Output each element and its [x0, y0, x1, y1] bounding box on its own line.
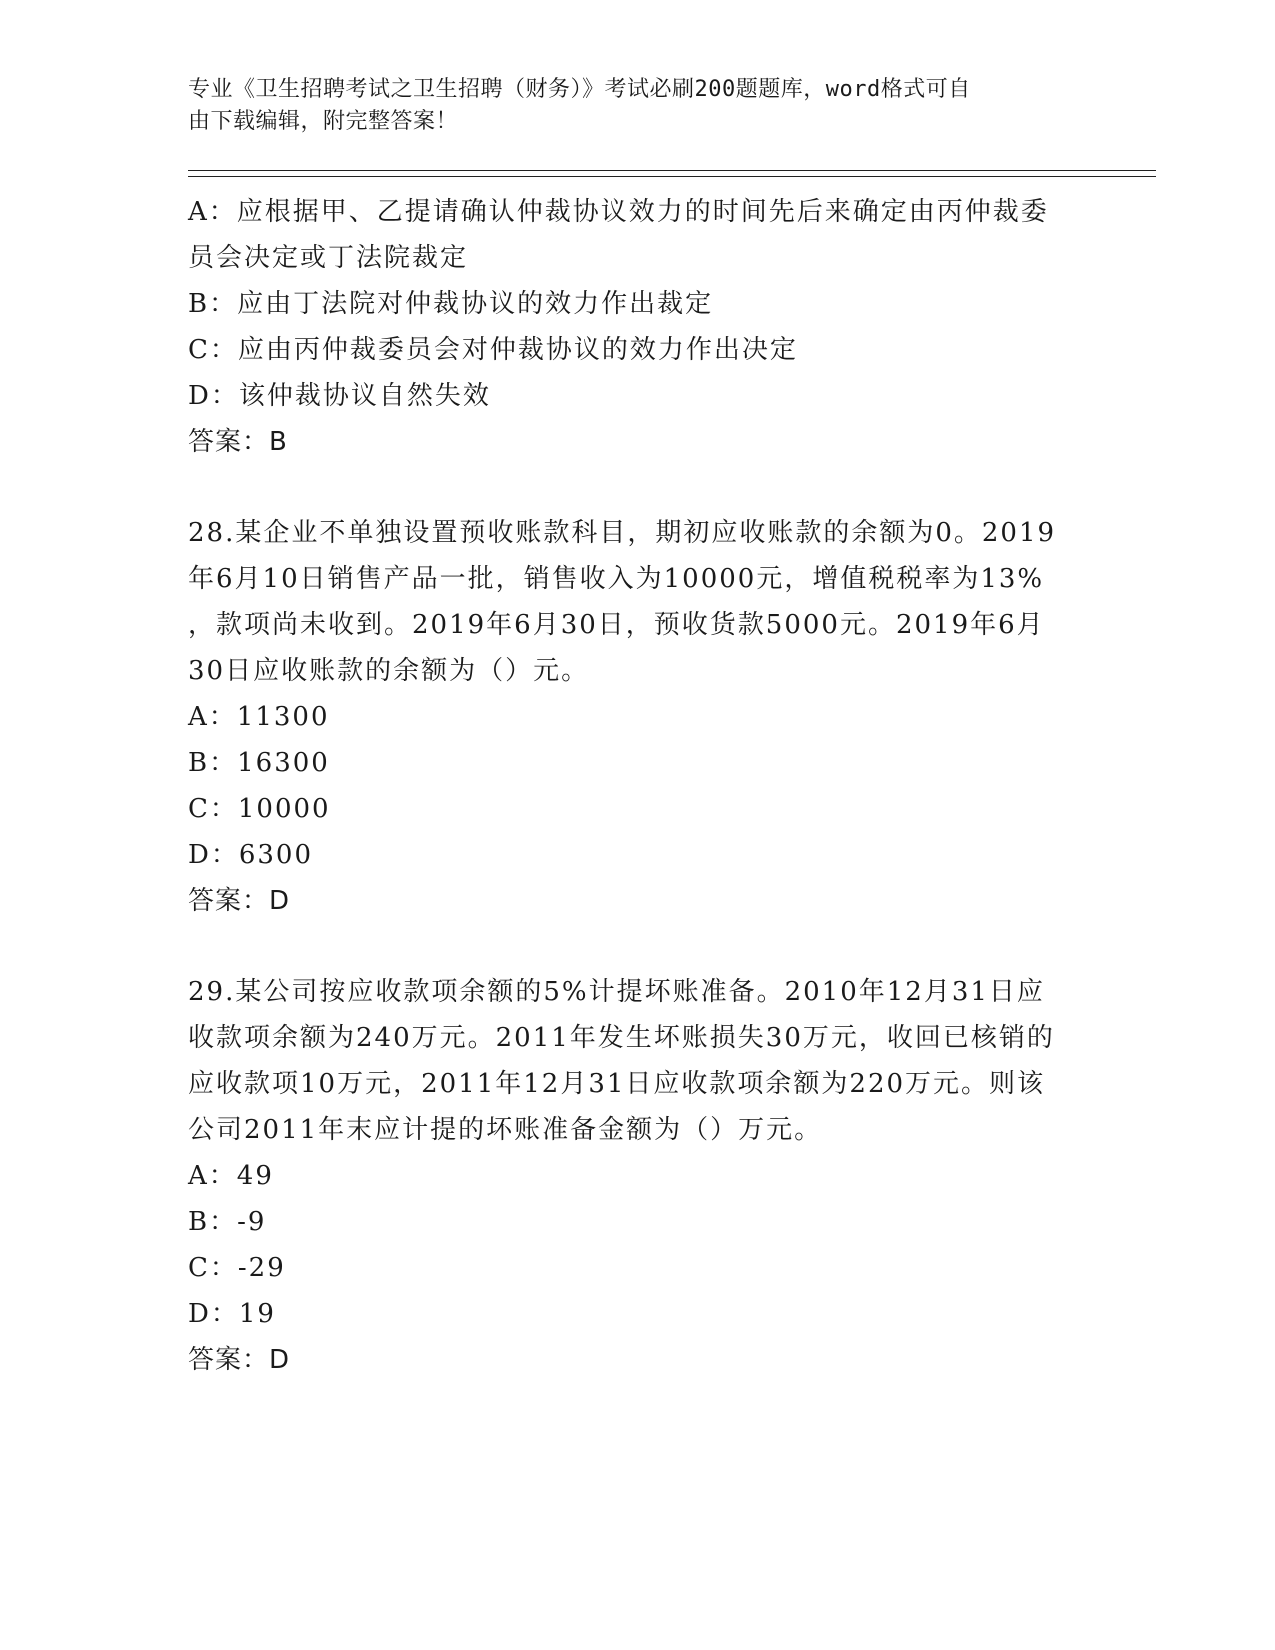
q29-option-c: C：-29 [188, 1253, 286, 1283]
q27-option-a-line-2: 员会决定或丁法院裁定 [188, 243, 469, 273]
question-content [188, 189, 1088, 1383]
q27-option-b: B：应由丁法院对仲裁协议的效力作出裁定 [188, 289, 714, 319]
q28-option-c: C：10000 [188, 794, 331, 824]
q27-option-c: C：应由丙仲裁委员会对仲裁协议的效力作出决定 [188, 335, 798, 365]
question-29 [188, 969, 1088, 1383]
q27-answer: 答案：B [188, 427, 288, 457]
q29-stem-line-1: 29.某公司按应收款项余额的5%计提坏账准备。2010年12月31日应 [188, 977, 1045, 1007]
header-rule-bottom [188, 176, 1156, 177]
q28-stem-line-4: 30日应收账款的余额为（）元。 [188, 656, 590, 686]
q29-stem-line-2: 收款项余额为240万元。2011年发生坏账损失30万元，收回已核销的 [188, 1023, 1055, 1053]
header-line-1: 专业《卫生招聘考试之卫生招聘（财务）》考试必刷200题题库，word格式可自 [188, 77, 971, 102]
q29-stem-line-3: 应收款项10万元，2011年12月31日应收款项余额为220万元。则该 [188, 1069, 1046, 1099]
q28-option-b: B：16300 [188, 748, 330, 778]
q28-stem-line-1: 28.某企业不单独设置预收账款科目，期初应收账款的余额为0。2019 [188, 518, 1057, 548]
q29-option-b: B：-9 [188, 1207, 267, 1237]
q28-option-a: A：11300 [188, 702, 330, 732]
q28-stem-line-2: 年6月10日销售产品一批，销售收入为10000元，增值税税率为13% [188, 564, 1045, 594]
q27-option-a-line-1: A：应根据甲、乙提请确认仲裁协议效力的时间先后来确定由丙仲裁委 [188, 197, 1049, 227]
header-rule-top [188, 170, 1156, 171]
q29-answer: 答案：D [188, 1345, 291, 1375]
document-header [188, 74, 1068, 138]
q29-option-a: A：49 [188, 1161, 274, 1191]
q28-answer: 答案：D [188, 886, 291, 916]
question-27 [188, 189, 1088, 465]
question-28 [188, 510, 1088, 924]
q29-stem-line-4: 公司2011年末应计提的坏账准备金额为（）万元。 [188, 1115, 823, 1145]
q28-option-d: D：6300 [188, 840, 314, 870]
header-line-2: 由下载编辑，附完整答案！ [188, 109, 459, 134]
q28-stem-line-3: ，款项尚未收到。2019年6月30日，预收货款5000元。2019年6月 [188, 610, 1045, 640]
q29-option-d: D：19 [188, 1299, 276, 1329]
q27-option-d: D：该仲裁协议自然失效 [188, 381, 491, 411]
